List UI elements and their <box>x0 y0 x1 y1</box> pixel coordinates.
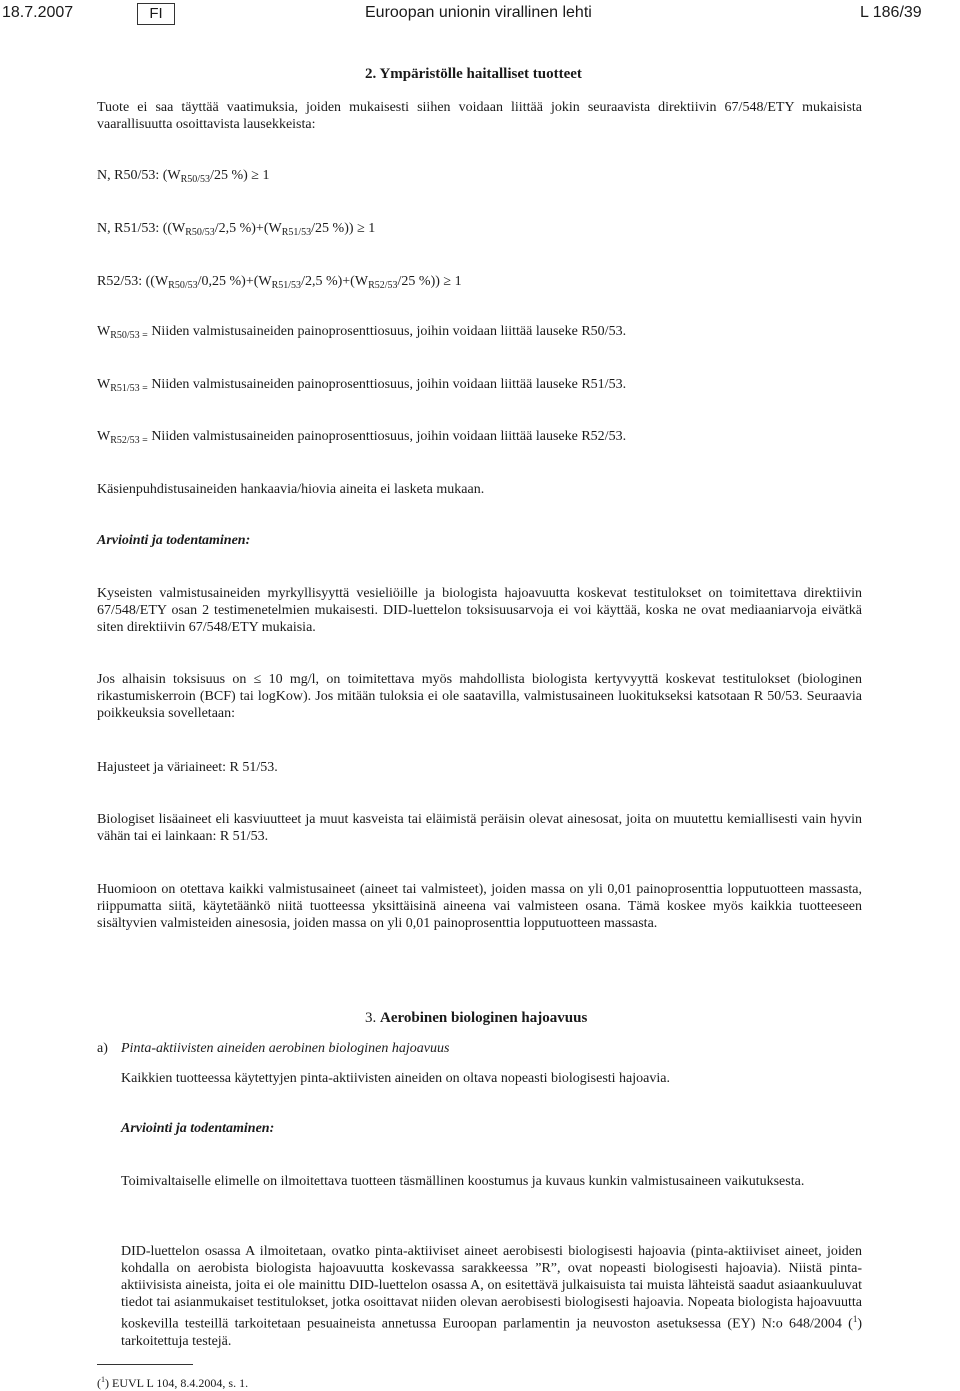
page-number: L 186/39 <box>860 4 922 21</box>
journal-title: Euroopan unionin virallinen lehti <box>365 4 592 21</box>
abrasives-note: Käsienpuhdistusaineiden hankaavia/hiovia aineita ei lasketa mukaan. <box>97 482 485 497</box>
section-3-assessment-heading: Arviointi ja todentaminen: <box>121 1121 275 1136</box>
bioaccumulation-paragraph: Jos alhaisin toksisuus on ≤ 10 mg/l, on toimitettava myös mahdollista biologista kertyvyyttä koskevat testitulokset (biologinen rikastumiskerroin (BCF) tai logKow). Jos mitään tuloksia ei ole saatavilla, valmistusaineen luokitukseksi katsotaan R 50/53. Seuraavia poikkeuksia sovelletaan: <box>97 672 862 721</box>
assessment-heading: Arviointi ja todentaminen: <box>97 533 251 548</box>
section-2-heading: 2. Ympäristölle haitalliset tuotteet <box>365 66 582 82</box>
formula-r52-53: R52/53: (($W_{R50/53}/0,25$ $\%)+(W_{R51/53}/2,5$ $\%)+(W_{R52/53}/25$ %)) ≥ 1 <box>97 274 462 291</box>
toxicity-paragraph: Kyseisten valmistusaineiden myrkyllisyyttä vesieliöille ja biologista hajoavuutta koskevat testitulokset on toimitettava direktiivin 67/548/ETY osan 2 testimenetelmien mukaisesti. DID-luettelon toksisuusarvoja ei voi käyttää, koska ne ovat mediaaniarvoja eivätkä siten direktiivin 67/548/ETY mukaisia. <box>97 586 862 635</box>
formula-r51-53: N, R51/53: (($W_{R50/53}/2,5$ $\%)+(W_{R51/53}/25$ %)) ≥ 1 <box>97 221 376 238</box>
header-date: 18.7.2007 <box>2 4 74 21</box>
composition-paragraph: Toimivaltaiselle elimelle on ilmoitettava tuotteen täsmällinen koostumus ja kuvaus kunkin valmistusaineen vaikutuksesta. <box>121 1174 805 1189</box>
definition-w-r51-53: $W_{R51/53 =}$ Niiden valmistusaineiden painoprosenttiosuus, joihin voidaan liittää lauseke R51/53. <box>97 377 627 394</box>
less-equal-symbol: ≤ <box>253 672 262 687</box>
fragrances-exception: Hajusteet ja väriaineet: R 51/53. <box>97 760 278 775</box>
section-3-heading: 3. Aerobinen biologinen hajoavuus <box>365 1010 588 1026</box>
did-list-paragraph: DID-luettelon osassa A ilmoitetaan, ovatko pinta-aktiiviset aineet aerobisesti biologisesti hajoavia (pinta-aktiiviset aineet, joiden kohdalla on aerobista biologista hajoavuutta koskevassa sarakkeessa ”R”, ovat nopeasti biologisesti hajoavia). Niistä pinta-aktiivisista aineista, joita ei ole mainittu DID-luettelon osassa A, on esitettävä julkaisuista tai muista lähteistä saadut asiaankuuluvat tiedot tai asianmukaiset testitulokset, jotka osoittavat niiden olevan aerobisesti biologisesti hajoavia. Nopeata biologista hajoavuutta koskevilla testeillä tarkoitetaan pesuaineista annetussa Euroopan parlamentin ja neuvoston asetuksessa (EY) N:o 648/2004 ($^1$) tarkoitettuja testejä. <box>121 1244 862 1349</box>
footnote: ($^1$) EUVL L 104, 8.4.2004, s. 1. <box>97 1375 249 1390</box>
definition-w-r52-53: $W_{R52/53 =}$ Niiden valmistusaineiden painoprosenttiosuus, joihin voidaan liittää lauseke R52/53. <box>97 429 627 446</box>
greater-equal-symbol: ≥ <box>251 168 259 183</box>
item-a-label: a) <box>97 1041 108 1056</box>
definition-w-r50-53: $W_{R50/53 =}$ Niiden valmistusaineiden painoprosenttiosuus, joihin voidaan liittää lauseke R50/53. <box>97 324 627 341</box>
item-a-title: Pinta-aktiivisten aineiden aerobinen biologinen hajoavuus <box>121 1041 450 1056</box>
ingredients-threshold-paragraph: Huomioon on otettava kaikki valmistusaineet (aineet tai valmisteet), joiden massa on yli 0,01 painoprosenttia lopputuotteen massasta, riippumatta siitä, käytetäänkö niitä tuotteessa yksittäisinä aineena vai valmisteen osana. Tämä koskee myös kaikkia tuotteeseen sisältyvien valmisteiden ainesosia, joiden massa on yli 0,01 painoprosenttia lopputuotteen massasta. <box>97 882 862 931</box>
footnote-divider <box>97 1364 193 1365</box>
bio-additives-exception: Biologiset lisäaineet eli kasviuutteet ja muut kasveista tai eläimistä peräisin olevat ainesosat, joita on muutettu kemiallisesti vain hyvin vähän tai ei lainkaan: R 51/53. <box>97 812 862 844</box>
section-2-intro: Tuote ei saa täyttää vaatimuksia, joiden mukaisesti siihen voidaan liittää jokin seuraavista direktiivin 67/548/ETY mukaisista vaarallisuutta osoittavista lausekkeista: <box>97 100 862 132</box>
greater-equal-symbol: ≥ <box>357 221 365 236</box>
item-a-requirement: Kaikkien tuotteessa käytettyjen pinta-aktiivisten aineiden on oltava nopeasti biologisesti hajoavia. <box>121 1071 670 1086</box>
language-badge: FI <box>137 3 175 25</box>
greater-equal-symbol: ≥ <box>443 274 452 289</box>
formula-r50-53: N, R50/53: ($W_{R50/53}/25$ %) ≥ 1 <box>97 168 270 185</box>
